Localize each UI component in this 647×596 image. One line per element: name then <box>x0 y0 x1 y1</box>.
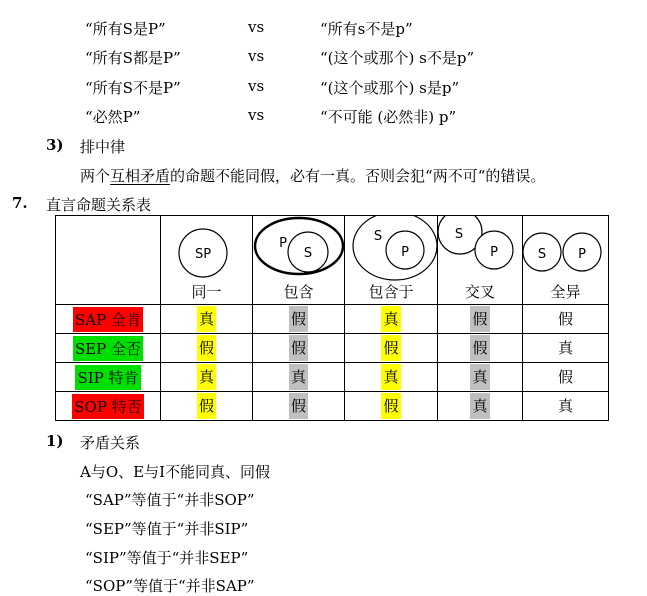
table-cell <box>161 363 253 392</box>
pair-vs-1: vs <box>248 18 265 36</box>
cell-value: 真 <box>381 364 400 390</box>
cell-value: 假 <box>470 335 489 361</box>
header-identity <box>161 216 253 305</box>
table-row <box>56 305 609 334</box>
table-row <box>56 334 609 363</box>
row-label-cell <box>56 334 161 363</box>
section1-line-4: “SIP”等值于“并非SEP” <box>85 549 249 567</box>
table-cell <box>161 305 253 334</box>
section1-line-1: A与O、E与I不能同真、同假 <box>80 463 271 481</box>
contained-in-outer-label: S <box>373 229 383 244</box>
cell-value: 真 <box>381 306 400 332</box>
table-cell <box>523 363 609 392</box>
cell-value: 假 <box>289 335 308 361</box>
row-label: SEP 全否 <box>73 336 143 361</box>
header-contains <box>253 216 345 305</box>
table-cell <box>438 334 523 363</box>
header-identity-label: 同一 <box>191 283 222 301</box>
section7-title: 直言命题关系表 <box>46 196 152 214</box>
row-label-cell <box>56 392 161 421</box>
cell-value: 真 <box>197 364 216 390</box>
row-label-cell <box>56 305 161 334</box>
table-cell <box>523 305 609 334</box>
section1-line-3: “SEP”等值于“并非SIP” <box>85 520 249 538</box>
table-row <box>56 392 609 421</box>
disjoint-s-label: S <box>537 247 547 262</box>
table-cell <box>345 334 438 363</box>
section3-text <box>80 165 545 186</box>
section3-title: 排中律 <box>80 138 126 156</box>
table-cell <box>345 305 438 334</box>
pair-right-1: “所有s不是p” <box>320 20 413 38</box>
cell-value: 假 <box>557 368 573 386</box>
header-contained-in-label: 包含于 <box>368 283 414 301</box>
overlap-p-label: P <box>490 245 498 260</box>
row-label: SIP 特肯 <box>75 365 140 390</box>
section3-text-after: 的命题不能同假，必有一真。否则会犯“两不可“的错误。 <box>170 167 546 185</box>
cell-value: 假 <box>470 306 489 332</box>
pair-right-4: “不可能 (必然非) p” <box>320 108 457 126</box>
section3-text-before: 两个 <box>80 167 111 185</box>
contains-inner-label: S <box>303 246 313 261</box>
table-cell <box>345 392 438 421</box>
identity-circle-label: SP <box>194 247 212 262</box>
header-disjoint-label: 全异 <box>550 283 581 301</box>
pair-left-1: “所有S是P” <box>85 20 166 38</box>
section3-text-underlined: 互相矛盾 <box>110 167 171 185</box>
table-cell <box>253 363 345 392</box>
table-cell <box>253 334 345 363</box>
pair-left-4: “必然P” <box>85 108 141 126</box>
pair-right-3: “(这个或那个) s是p” <box>320 79 460 97</box>
cell-value: 真 <box>557 339 573 357</box>
header-contains-label: 包含 <box>283 283 314 301</box>
cell-value: 假 <box>557 310 573 328</box>
cell-value: 真 <box>289 364 308 390</box>
corner-cell <box>56 216 161 305</box>
pair-left-2: “所有S都是P” <box>85 49 181 67</box>
cell-value: 假 <box>289 393 308 419</box>
row-label: SOP 特否 <box>72 394 143 419</box>
relation-table <box>55 215 609 421</box>
table-row <box>56 363 609 392</box>
section1-number: 1) <box>46 432 64 450</box>
contains-outer-label: P <box>279 236 287 251</box>
cell-value: 真 <box>197 306 216 332</box>
cell-value: 假 <box>289 306 308 332</box>
table-cell <box>523 334 609 363</box>
table-cell <box>523 392 609 421</box>
table-cell <box>253 392 345 421</box>
overlap-s-label: S <box>454 227 464 242</box>
pair-vs-3: vs <box>248 77 265 95</box>
pair-left-3: “所有S不是P” <box>85 79 181 97</box>
pair-vs-4: vs <box>248 106 265 124</box>
disjoint-p-label: P <box>578 247 586 262</box>
pair-vs-2: vs <box>248 47 265 65</box>
table-cell <box>345 363 438 392</box>
cell-value: 假 <box>381 393 400 419</box>
section1-line-5: “SOP”等值于“并非SAP” <box>85 577 255 595</box>
table-cell <box>253 305 345 334</box>
header-overlap <box>438 216 523 305</box>
section3-number: 3) <box>46 136 64 154</box>
cell-value: 真 <box>557 397 573 415</box>
header-contained-in <box>345 216 438 305</box>
section1-line-2: “SAP”等值于“并非SOP” <box>85 491 255 509</box>
table-header-row <box>56 216 609 305</box>
table-cell <box>161 392 253 421</box>
cell-value: 假 <box>197 335 216 361</box>
cell-value: 真 <box>470 364 489 390</box>
row-label-cell <box>56 363 161 392</box>
table-cell <box>438 363 523 392</box>
contained-in-inner-label: P <box>401 245 409 260</box>
table-cell <box>438 305 523 334</box>
cell-value: 真 <box>470 393 489 419</box>
section7-number: 7. <box>12 194 28 212</box>
header-overlap-label: 交叉 <box>464 283 495 301</box>
table-cell <box>161 334 253 363</box>
cell-value: 假 <box>381 335 400 361</box>
row-label: SAP 全肯 <box>73 307 143 332</box>
pair-right-2: “(这个或那个) s不是p” <box>320 49 475 67</box>
header-disjoint <box>523 216 609 305</box>
cell-value: 假 <box>197 393 216 419</box>
section1-title: 矛盾关系 <box>80 434 141 452</box>
table-cell <box>438 392 523 421</box>
